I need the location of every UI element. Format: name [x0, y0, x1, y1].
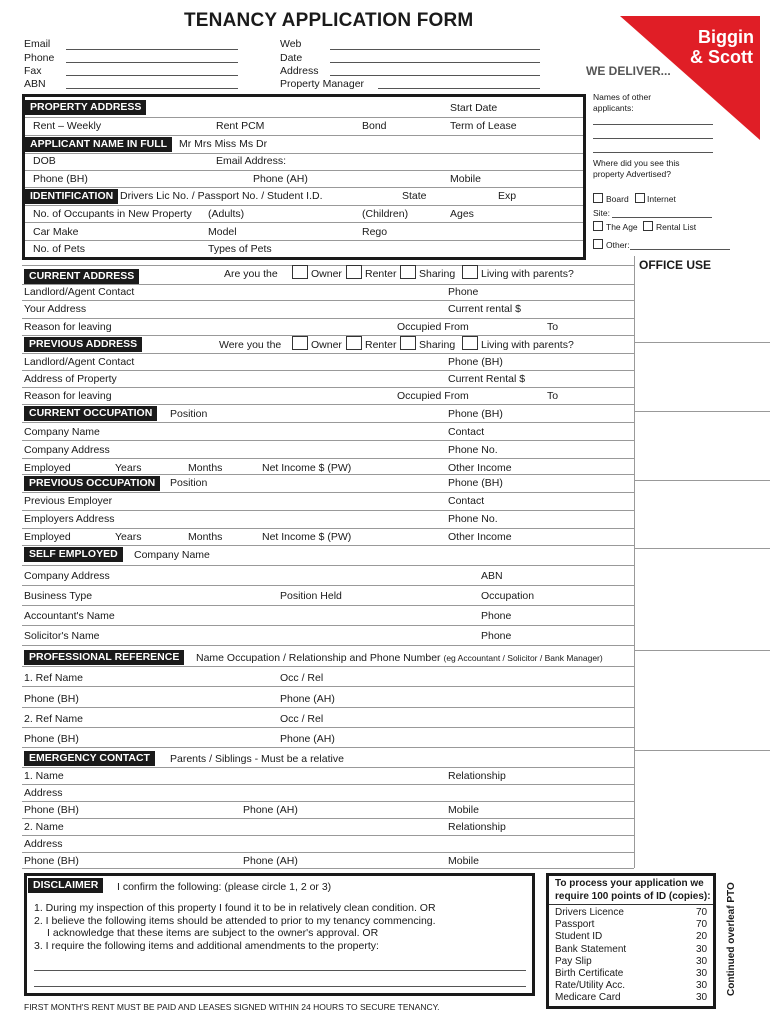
occupied-to-label: To	[547, 321, 559, 333]
owner-checkbox[interactable]	[292, 265, 308, 279]
form-title: TENANCY APPLICATION FORM	[184, 10, 474, 31]
the-age-label: The Age	[606, 222, 638, 232]
id-item-label: Rate/Utility Acc.	[555, 980, 626, 992]
reference-note-main: Name Occupation / Relationship and Phone Number	[196, 652, 441, 664]
se-company-name-label: Company Name	[134, 549, 210, 561]
car-rego-label: Rego	[362, 226, 388, 238]
applicant-mobile-label: Mobile	[450, 173, 481, 185]
board-checkbox[interactable]	[593, 193, 603, 203]
landlord-contact-label: Landlord/Agent Contact	[24, 286, 135, 298]
self-employed-header: SELF EMPLOYED	[24, 547, 123, 562]
date-label: Date	[280, 52, 303, 64]
address-label: Address	[280, 65, 319, 77]
prev-position-label: Position	[170, 477, 208, 489]
company-address-label: Company Address	[24, 444, 110, 456]
ref2-phone-ah-label: Phone (AH)	[280, 733, 335, 745]
brand-line1: Biggin	[698, 27, 754, 47]
prev-parents-label: Living with parents?	[481, 339, 574, 351]
se-abn-label: ABN	[481, 570, 503, 582]
occ-contact-label: Contact	[448, 426, 485, 438]
prev-renter-label: Renter	[365, 339, 397, 351]
reference-note-small: (eg Accountant / Solicitor / Bank Manager)	[443, 653, 603, 663]
site-field[interactable]	[612, 217, 712, 218]
other-applicant-field-3[interactable]	[593, 152, 713, 153]
current-rental-label: Current rental $	[448, 303, 521, 315]
disclaimer-header: DISCLAIMER	[28, 878, 103, 893]
amendments-field-1[interactable]	[34, 970, 526, 971]
prev-rental-label: Current Rental $	[448, 373, 526, 385]
se-occupation-label: Occupation	[481, 590, 535, 602]
property-manager-field[interactable]	[378, 88, 540, 89]
years-label: Years	[115, 462, 142, 474]
property-address-header: PROPERTY ADDRESS	[25, 100, 146, 115]
prev-occupied-from-label: Occupied From	[397, 390, 469, 402]
occ-phone-bh-label: Phone (BH)	[448, 408, 503, 420]
id-state-label: State	[402, 190, 427, 202]
pet-types-label: Types of Pets	[208, 243, 272, 255]
emergency2-phone-bh-label: Phone (BH)	[24, 855, 79, 867]
car-model-label: Model	[208, 226, 237, 238]
brand-line2: & Scott	[690, 47, 753, 67]
owner-label: Owner	[311, 268, 342, 280]
prev-phone-bh-label: Phone (BH)	[448, 356, 503, 368]
web-field[interactable]	[330, 49, 540, 50]
bond-label: Bond	[362, 120, 387, 132]
prev-occ-phone-bh-label: Phone (BH)	[448, 477, 503, 489]
id-item-points: 70	[696, 907, 708, 918]
id-item-label: Pay Slip	[555, 955, 592, 967]
emergency1-address-label: Address	[24, 787, 63, 799]
business-type-label: Business Type	[24, 590, 93, 602]
disclaimer-item1[interactable]: 1. During my inspection of this property I found it to be in relatively clean condition. OR	[34, 902, 436, 914]
id-item-label: Drivers Licence	[555, 907, 624, 918]
ref1-occ-label: Occ / Rel	[280, 672, 324, 684]
disclaimer-item2-note: I acknowledge that these items are subject to the owner's approval. OR	[47, 927, 379, 939]
ref2-occ-label: Occ / Rel	[280, 713, 324, 725]
id-item-points: 30	[696, 980, 708, 992]
id-item-points: 30	[696, 955, 708, 967]
id-item-points: 30	[696, 992, 708, 1004]
id-item-label: Medicare Card	[555, 992, 621, 1004]
id-item-points: 70	[696, 919, 708, 931]
rent-weekly-label: Rent – Weekly	[33, 120, 102, 132]
se-company-address-label: Company Address	[24, 570, 110, 582]
email-label: Email	[24, 38, 51, 50]
start-date-label: Start Date	[450, 102, 498, 114]
car-make-label: Car Make	[33, 226, 79, 238]
prev-employer-label: Previous Employer	[24, 495, 113, 507]
prev-other-income-label: Other Income	[448, 531, 512, 543]
other-source-field[interactable]	[630, 249, 730, 250]
parents-checkbox[interactable]	[462, 265, 478, 279]
ages-label: Ages	[450, 208, 474, 220]
emergency1-relationship-label: Relationship	[448, 770, 506, 782]
date-field[interactable]	[330, 62, 540, 63]
amendments-field-2[interactable]	[34, 986, 526, 987]
parents-label: Living with parents?	[481, 268, 574, 280]
term-label: Term of Lease	[450, 120, 517, 132]
phone-field[interactable]	[66, 62, 238, 63]
ref1-phone-bh-label: Phone (BH)	[24, 693, 79, 705]
office-use-label: OFFICE USE	[639, 258, 712, 272]
were-you-label: Were you the	[219, 339, 282, 351]
emergency1-mobile-label: Mobile	[448, 804, 479, 816]
renter-label: Renter	[365, 268, 397, 280]
prev-owner-label: Owner	[311, 339, 342, 351]
email-field[interactable]	[66, 49, 238, 50]
accountant-label: Accountant's Name	[24, 610, 115, 622]
id-item-label: Bank Statement	[555, 943, 627, 955]
dob-label: DOB	[33, 155, 56, 167]
id-item-label: Birth Certificate	[555, 968, 624, 979]
identification-header: IDENTIFICATION	[25, 189, 118, 204]
other-checkbox[interactable]	[593, 239, 603, 249]
reason-leaving-label: Reason for leaving	[24, 321, 112, 333]
prev-sharing-checkbox[interactable]	[400, 336, 416, 350]
employers-address-label: Employers Address	[24, 513, 115, 525]
address-field[interactable]	[330, 75, 540, 76]
sharing-checkbox[interactable]	[400, 265, 416, 279]
emergency-note: Parents / Siblings - Must be a relative	[170, 753, 344, 765]
brand-tagline: WE DELIVER...	[586, 64, 671, 78]
advertised-label: Where did you see this property Advertised?	[593, 158, 680, 179]
prev-years-label: Years	[115, 531, 142, 543]
solicitor-label: Solicitor's Name	[24, 630, 100, 642]
internet-checkbox[interactable]	[635, 193, 645, 203]
prev-sharing-label: Sharing	[419, 339, 456, 351]
previous-address-header: PREVIOUS ADDRESS	[24, 337, 142, 352]
emergency2-address-label: Address	[24, 838, 63, 850]
id-item-points: 30	[696, 943, 708, 955]
ref1-name-label: 1. Ref Name	[24, 672, 83, 684]
occupied-from-label: Occupied From	[397, 321, 469, 333]
emergency2-name-label: 2. Name	[24, 821, 64, 833]
id-points-heading1: To process your application we	[555, 878, 704, 889]
prev-months-label: Months	[188, 531, 223, 543]
sharing-label: Sharing	[419, 268, 456, 280]
prev-landlord-label: Landlord/Agent Contact	[24, 356, 135, 368]
prev-occ-contact-label: Contact	[448, 495, 485, 507]
prev-owner-checkbox[interactable]	[292, 336, 308, 350]
prev-occupied-to-label: To	[547, 390, 559, 402]
the-age-checkbox[interactable]	[593, 221, 603, 231]
position-held-label: Position Held	[280, 590, 342, 602]
id-item-points: 20	[696, 931, 708, 943]
rental-list-label: Rental List	[656, 222, 697, 232]
email-address-label: Email Address:	[216, 155, 287, 167]
emergency2-mobile-label: Mobile	[448, 855, 479, 867]
applicant-name-header: APPLICANT NAME IN FULL	[25, 137, 172, 152]
other-applicant-field-2[interactable]	[593, 138, 713, 139]
titles-label[interactable]: Mr Mrs Miss Ms Dr	[179, 138, 268, 150]
site-label: Site:	[593, 208, 611, 218]
months-label: Months	[188, 462, 223, 474]
internet-label: Internet	[647, 194, 676, 204]
are-you-label: Are you the	[224, 268, 278, 280]
prev-address-label: Address of Property	[24, 373, 117, 385]
renter-checkbox[interactable]	[346, 265, 362, 279]
id-item-label: Student ID	[555, 931, 603, 943]
landlord-phone-label: Phone	[448, 286, 479, 298]
prev-occ-phone-no-label: Phone No.	[448, 513, 498, 525]
net-income-label: Net Income $ (PW)	[262, 462, 352, 474]
rent-pcm-label: Rent PCM	[216, 120, 265, 132]
emergency-contact-header: EMERGENCY CONTACT	[24, 751, 155, 766]
phone-label: Phone	[24, 52, 55, 64]
property-manager-label: Property Manager	[280, 78, 365, 90]
rental-list-checkbox[interactable]	[643, 221, 653, 231]
id-points-heading2: require 100 points of ID (copies):	[555, 891, 711, 902]
solicitor-phone-label: Phone	[481, 630, 512, 642]
id-item-points: 30	[696, 968, 708, 979]
id-type-label: Drivers Lic No. / Passport No. / Student I.D.	[120, 190, 323, 202]
professional-reference-header: PROFESSIONAL REFERENCE	[24, 650, 184, 665]
company-name-label: Company Name	[24, 426, 100, 438]
children-label: (Children)	[362, 208, 409, 220]
id-item-label: Passport	[555, 919, 595, 931]
disclaimer-item2[interactable]: 2. I believe the following items should be attended to prior to my tenancy commencing.	[34, 915, 436, 927]
emergency2-phone-ah-label: Phone (AH)	[243, 855, 298, 867]
ref1-phone-ah-label: Phone (AH)	[280, 693, 335, 705]
occ-phone-no-label: Phone No.	[448, 444, 498, 456]
other-income-label: Other Income	[448, 462, 512, 474]
emergency1-name-label: 1. Name	[24, 770, 64, 782]
your-address-label: Your Address	[24, 303, 87, 315]
id-exp-label: Exp	[498, 190, 517, 202]
office-use-divider	[634, 256, 635, 868]
emergency1-phone-ah-label: Phone (AH)	[243, 804, 298, 816]
footer-note: FIRST MONTH'S RENT MUST BE PAID AND LEASES SIGNED WITHIN 24 HOURS TO SECURE TENANCY.	[24, 1002, 440, 1012]
web-label: Web	[280, 38, 302, 50]
current-occupation-header: CURRENT OCCUPATION	[24, 406, 157, 421]
emergency2-relationship-label: Relationship	[448, 821, 506, 833]
board-label: Board	[606, 194, 629, 204]
continued-overleaf: Continued overleaf PTO	[726, 882, 737, 996]
disclaimer-item3[interactable]: 3. I require the following items and additional amendments to the property:	[34, 940, 379, 952]
other-source-label: Other:	[606, 240, 630, 250]
fax-field[interactable]	[66, 75, 238, 76]
prev-parents-checkbox[interactable]	[462, 336, 478, 350]
disclaimer-intro: I confirm the following: (please circle 1, 2 or 3)	[117, 881, 332, 893]
abn-field[interactable]	[66, 88, 238, 89]
occupants-label: No. of Occupants in New Property	[33, 208, 192, 220]
adults-label: (Adults)	[208, 208, 245, 220]
employed-label: Employed	[24, 462, 71, 474]
prev-reason-label: Reason for leaving	[24, 390, 112, 402]
accountant-phone-label: Phone	[481, 610, 512, 622]
fax-label: Fax	[24, 65, 42, 77]
prev-net-income-label: Net Income $ (PW)	[262, 531, 352, 543]
applicant-phone-bh-label: Phone (BH)	[33, 173, 88, 185]
prev-employed-label: Employed	[24, 531, 71, 543]
emergency1-phone-bh-label: Phone (BH)	[24, 804, 79, 816]
ref2-phone-bh-label: Phone (BH)	[24, 733, 79, 745]
occ-position-label: Position	[170, 408, 208, 420]
ref2-name-label: 2. Ref Name	[24, 713, 83, 725]
pets-label: No. of Pets	[33, 243, 85, 255]
applicant-phone-ah-label: Phone (AH)	[253, 173, 308, 185]
previous-occupation-header: PREVIOUS OCCUPATION	[24, 476, 160, 491]
other-applicants-label: Names of other applicants:	[593, 92, 652, 113]
other-applicant-field-1[interactable]	[593, 124, 713, 125]
prev-renter-checkbox[interactable]	[346, 336, 362, 350]
current-address-header: CURRENT ADDRESS	[24, 269, 139, 284]
abn-label: ABN	[24, 78, 46, 90]
reference-note	[196, 652, 603, 664]
